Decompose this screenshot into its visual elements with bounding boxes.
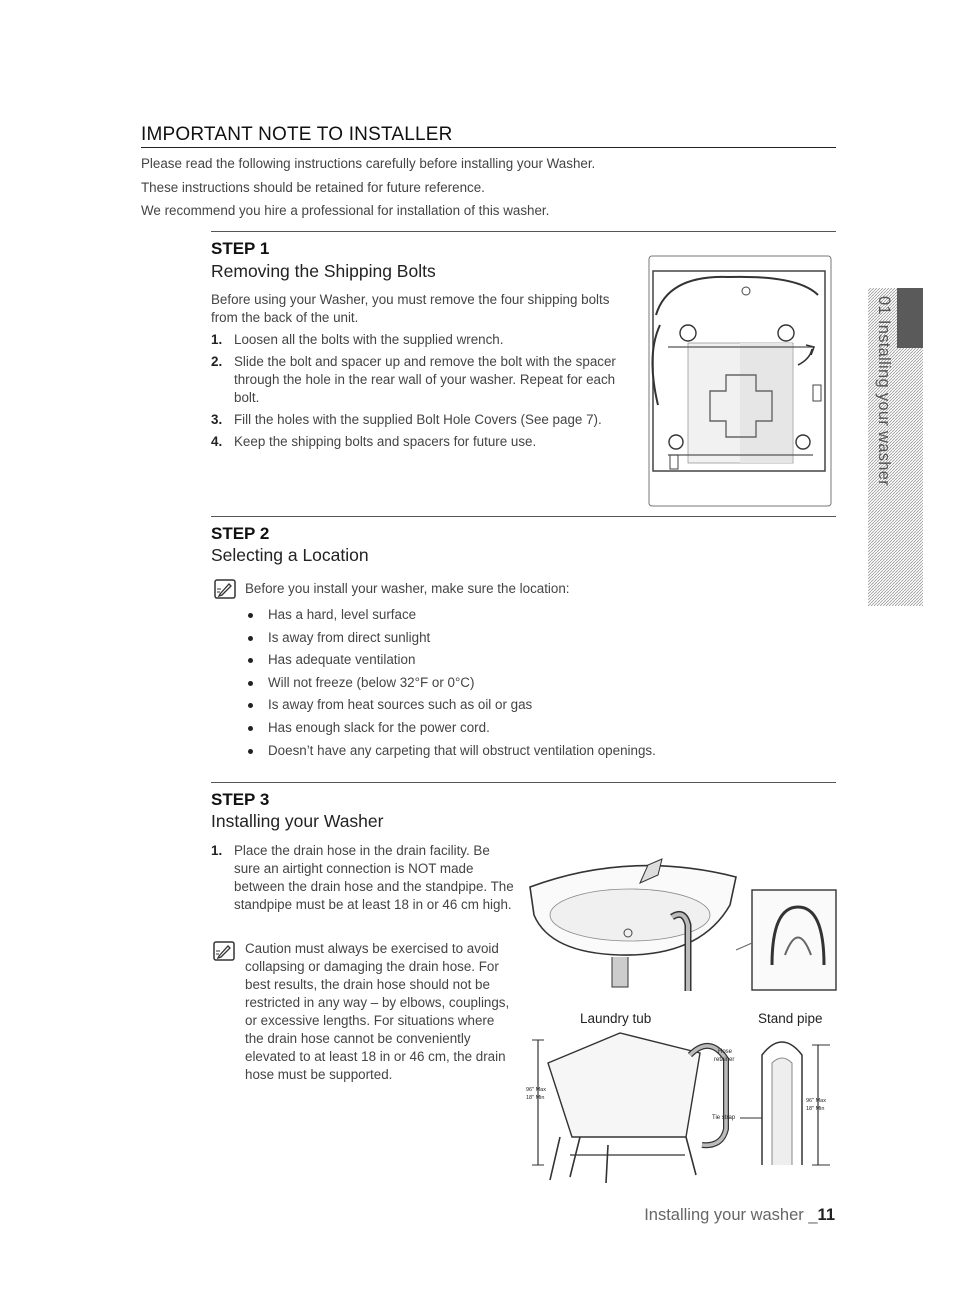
max-left-label: 96" Max xyxy=(526,1087,546,1093)
bullet-dot xyxy=(248,681,253,686)
step1-item-text: Slide the bolt and spacer up and remove the bolt with the spacer through the hole in the rear wall of your washer. Repeat for each bolt. xyxy=(234,354,616,405)
step1-item-number: 3. xyxy=(211,412,223,427)
list-item-text: Is away from heat sources such as oil or gas xyxy=(268,697,533,713)
step2-label: STEP 2 xyxy=(211,524,270,543)
intro-line-2: These instructions should be retained for future reference. xyxy=(141,180,485,195)
retainer-label: retainer xyxy=(714,1057,735,1063)
bullet-dot xyxy=(248,703,253,708)
step1-item-number: 4. xyxy=(211,434,223,449)
list-item-text: Has enough slack for the power cord. xyxy=(268,719,490,735)
step1-item-number: 1. xyxy=(211,332,223,347)
caution-note-icon xyxy=(213,941,235,961)
bullet-dot xyxy=(248,658,253,663)
stand-pipe-label: Stand pipe xyxy=(758,1011,823,1026)
bullet-dot xyxy=(248,613,253,618)
page-number: 11 xyxy=(817,1206,835,1224)
step1-rule xyxy=(211,231,836,232)
drain-illustration xyxy=(500,845,840,1190)
step1-item xyxy=(211,433,636,451)
max-right-label: 96" Max xyxy=(806,1098,826,1104)
step3-label: STEP 3 xyxy=(211,790,270,809)
list-item xyxy=(242,607,762,630)
title-rule xyxy=(141,147,836,148)
step1-intro: Before using your Washer, you must remove the four shipping bolts from the back of the unit. xyxy=(211,292,610,325)
step1-item-text: Loosen all the bolts with the supplied wrench. xyxy=(234,332,504,347)
list-item xyxy=(242,743,762,766)
min-left-label: 18" Min xyxy=(526,1095,545,1101)
page-title: IMPORTANT NOTE TO INSTALLER xyxy=(141,124,453,145)
list-item-text: Will not freeze (below 32°F or 0°C) xyxy=(268,674,475,690)
list-item-text: Has a hard, level surface xyxy=(268,607,417,622)
list-item-text: Doesn’t have any carpeting that will obstruct ventilation openings. xyxy=(268,742,656,758)
bullet-dot xyxy=(248,636,253,641)
intro-line-3: We recommend you hire a professional for installation of this washer. xyxy=(141,203,550,218)
list-item xyxy=(242,652,762,675)
bullet-dot xyxy=(248,726,253,731)
laundry-tub-label: Laundry tub xyxy=(580,1011,652,1026)
step2-rule xyxy=(211,516,836,517)
hose-label: Hose xyxy=(718,1049,733,1055)
step3-title: Installing your Washer xyxy=(211,811,384,831)
min-right-label: 18" Min xyxy=(806,1106,825,1112)
step3-item-text: Place the drain hose in the drain facility. Be sure an airtight connection is NOT made between the drain hose and the standpipe. The standpipe must be at least 18 in or 46 cm high. xyxy=(234,843,514,912)
list-item-text: Is away from direct sunlight xyxy=(268,629,431,645)
list-item xyxy=(242,720,762,743)
step1-item-number: 2. xyxy=(211,354,223,369)
step1-title: Removing the Shipping Bolts xyxy=(211,261,436,281)
step3-caution: Caution must always be exercised to avoid collapsing or damaging the drain hose. For best results, the drain hose should not be restricted in any way – by elbows, couplings, or excessive lengths. For situations where the drain hose cannot be conveniently elevated to at least 18 in or 46 cm, the drain hose must be supported. xyxy=(245,941,510,1082)
step2-note: Before you install your washer, make sure the location: xyxy=(245,581,570,596)
intro-line-1: Please read the following instructions carefully before installing your Washer. xyxy=(141,156,596,171)
step3-item-number: 1. xyxy=(211,843,223,858)
list-item xyxy=(242,697,762,720)
tie-strap-label: Tie strap xyxy=(712,1115,736,1121)
step3-rule xyxy=(211,782,836,783)
step1-item xyxy=(211,411,636,429)
step1-label: STEP 1 xyxy=(211,239,270,258)
bullet-dot xyxy=(248,749,253,754)
footer-section: Installing your washer _ xyxy=(644,1206,818,1224)
washer-back-illustration xyxy=(648,255,832,507)
step1-item-text: Fill the holes with the supplied Bolt Hole Covers (See page 7). xyxy=(234,412,602,427)
step1-item xyxy=(211,331,636,349)
page-footer xyxy=(644,1206,835,1225)
list-item xyxy=(242,675,762,698)
step1-item-text: Keep the shipping bolts and spacers for future use. xyxy=(234,434,537,449)
side-tab-label: 01 Installing your washer xyxy=(875,296,893,487)
list-item xyxy=(242,630,762,653)
step3-item-1 xyxy=(211,842,516,914)
step2-title: Selecting a Location xyxy=(211,545,369,565)
note-icon xyxy=(214,579,236,599)
step2-bullets xyxy=(242,607,762,765)
list-item-text: Has adequate ventilation xyxy=(268,652,416,668)
step1-list xyxy=(211,331,636,455)
step1-item xyxy=(211,353,636,407)
